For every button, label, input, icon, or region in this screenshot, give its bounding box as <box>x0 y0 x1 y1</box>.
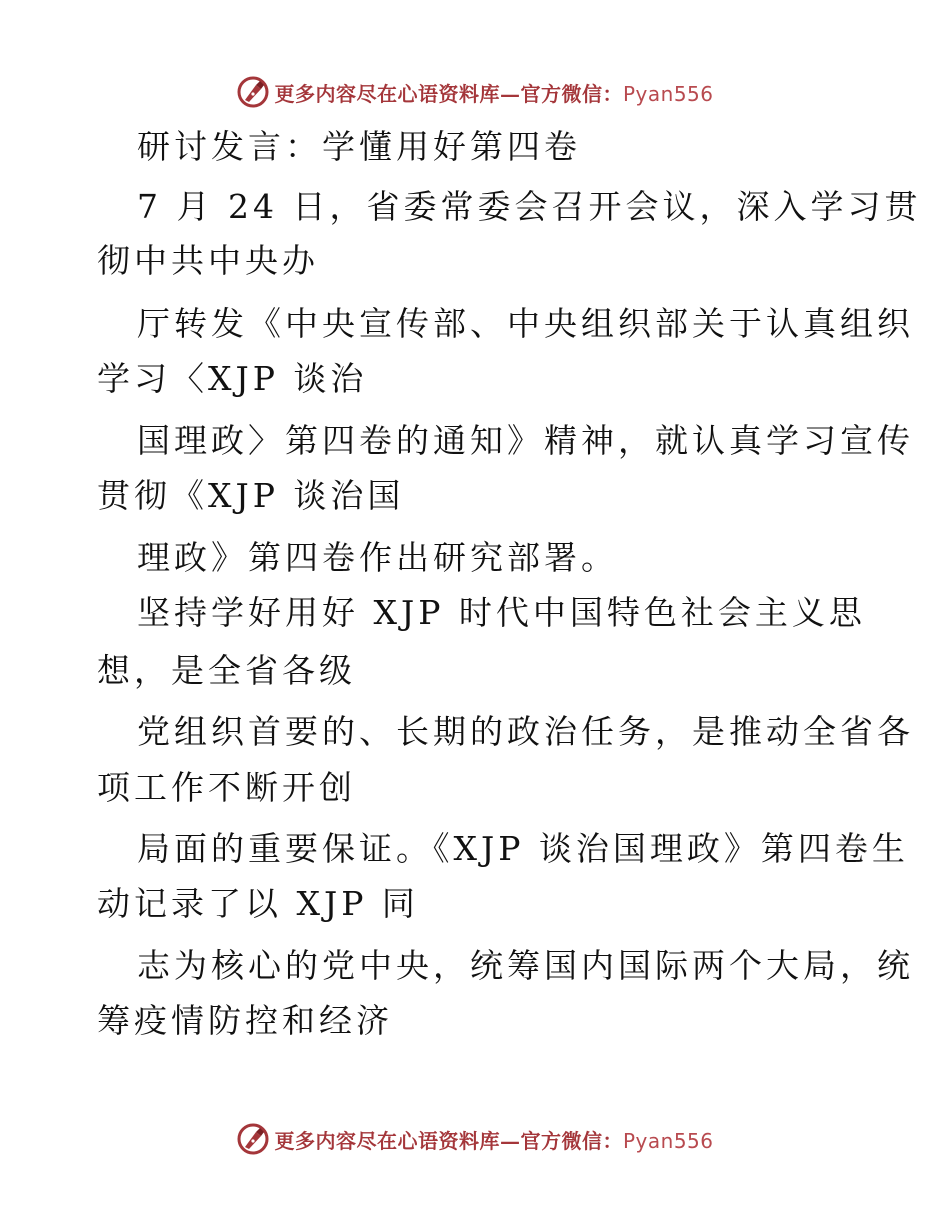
text-line: 彻中共中央办 <box>97 241 319 280</box>
text-line: 筹疫情防控和经济 <box>97 1001 393 1040</box>
text-line: 项工作不断开创 <box>97 768 356 807</box>
text-line: 志为核心的党中央，统筹国内国际两个大局，统 <box>137 946 914 985</box>
text-line: 想，是全省各级 <box>97 651 356 690</box>
text-line: 坚持学好用好 XJP 时代中国特色社会主义思 <box>137 593 866 632</box>
text-line: 局面的重要保证。《XJP 谈治国理政》第四卷生 <box>137 829 909 868</box>
footer-banner-wechat-id: Pyan556 <box>622 1128 714 1153</box>
text-line: 党组织首要的、长期的政治任务，是推动全省各 <box>137 712 914 751</box>
footer-banner <box>0 1117 950 1161</box>
text-line: 贯彻《XJP 谈治国 <box>97 476 405 515</box>
header-banner-text: 更多内容尽在心语资料库—官方微信： <box>274 81 623 106</box>
footer-banner-text: 更多内容尽在心语资料库—官方微信： <box>274 1128 623 1153</box>
text-line: 国理政〉第四卷的通知》精神，就认真学习宣传 <box>137 421 914 460</box>
text-line: 理政》第四卷作出研究部署。 <box>137 538 618 577</box>
document-title: 研讨发言：学懂用好第四卷 <box>137 127 581 166</box>
text-line: 学习〈XJP 谈治 <box>97 359 368 398</box>
pen-nib-logo-icon <box>236 1122 270 1156</box>
header-banner-wechat-id: Pyan556 <box>622 81 714 106</box>
text-line: 厅转发《中央宣传部、中央组织部关于认真组织 <box>137 304 914 343</box>
text-line: 动记录了以 XJP 同 <box>97 884 419 923</box>
text-line: 7 月 24 日，省委常委会召开会议，深入学习贯 <box>137 187 922 226</box>
